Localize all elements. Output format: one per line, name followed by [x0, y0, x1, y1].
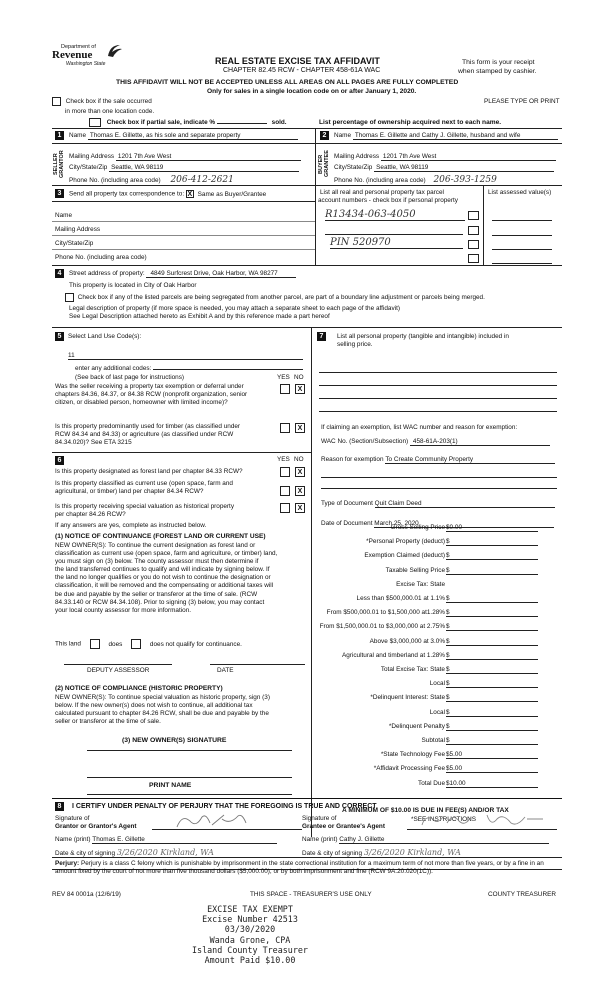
grantor-signature-scribble — [152, 811, 302, 830]
tax-row-value[interactable]: $ — [446, 652, 538, 660]
s5-q2-line1: Is this property predominantly used for timber (as classified under — [55, 423, 241, 430]
tax-row-value — [446, 581, 538, 589]
grantee-name-field[interactable]: Cathy J. Gillette — [339, 836, 549, 844]
stamp-line: Amount Paid $10.00 — [204, 955, 296, 966]
legal-desc-1: Legal description of property (if more space is needed, you may attach a separate sheet to each page of the affidavit) — [69, 305, 400, 312]
tax-row-label: Agricultural and timberland at 1.28% — [341, 651, 445, 659]
this-land-label: This land — [55, 640, 81, 648]
s6-q3-yes-checkbox[interactable] — [280, 503, 290, 513]
tax-row-label: Above $3,000,000 at 3.0% — [369, 637, 445, 645]
s5-q2-no-checkbox[interactable]: X — [295, 423, 305, 433]
buyer-name-label: Name — [334, 132, 352, 139]
county-treasurer: COUNTY TREASURER — [488, 891, 556, 898]
seller-mail-label: Mailing Address — [69, 153, 115, 160]
receipt-note-2: when stamped by cashier. — [458, 68, 537, 75]
perjury-box — [52, 857, 562, 875]
notice1-line: 84.33.140 or RCW 84.34.108). Prior to signing (3) below, you may contact — [55, 598, 265, 606]
s7-intro-2: selling price. — [337, 341, 373, 348]
tax-row-label: *Delinquent Interest: State — [370, 694, 445, 702]
notice2-title: (2) NOTICE OF COMPLIANCE (HISTORIC PROPERTY) — [55, 685, 223, 692]
parcel-2[interactable]: PIN 520970 — [330, 237, 463, 249]
notice1-line: the land transferred continues to qualify and will indicate by signing below. If — [55, 566, 270, 574]
street-label: Street address of property: — [69, 270, 145, 277]
notice1-title: (1) NOTICE OF CONTINUANCE (FOREST LAND OR CURRENT USE) — [55, 533, 266, 540]
tax-row — [311, 694, 562, 704]
land-use-field[interactable]: 11 — [68, 352, 303, 360]
print-note: PLEASE TYPE OR PRINT — [484, 98, 560, 105]
does-checkbox[interactable] — [90, 639, 100, 649]
s5-q1-line3: citizen, or disabled person, homeowner with limited income)? — [55, 399, 228, 406]
tax-row-label: Taxable Selling Price — [385, 566, 445, 574]
section3-send-label: Send all property tax correspondence to: — [69, 190, 185, 198]
section5-num: 5 — [55, 332, 64, 341]
segregated-checkbox[interactable] — [65, 293, 74, 302]
s5-q2-yes-checkbox[interactable] — [280, 423, 290, 433]
buyer-mail-field[interactable]: 1201 7th Ave West — [381, 153, 556, 161]
partial-sale-label: Check box if partial sale, indicate % — [106, 119, 216, 126]
tax-row — [311, 524, 562, 534]
segregated-text: Check box if any of the listed parcels are being segregated from another parcel, are part of a boundary line adjustment or parcels being merged. — [77, 294, 485, 302]
additional-codes-label: enter any additional codes: — [75, 365, 152, 372]
notice2-line: NEW OWNER(S): To continue special valuation as historic property, sign (3) — [55, 694, 270, 701]
if-yes-text: If any answers are yes, complete as instructed below. — [55, 522, 207, 529]
treasurer-stamp — [170, 904, 330, 965]
stamp-line: 03/30/2020 — [224, 924, 276, 935]
section8 — [52, 798, 562, 875]
parcel-header-2: account numbers - check box if personal property — [318, 197, 458, 204]
notice1-body — [55, 542, 277, 615]
reason-label: Reason for exemption — [321, 456, 384, 463]
s5-q1-no-checkbox[interactable]: X — [295, 384, 305, 394]
dor-logo — [52, 43, 132, 71]
receipt-note-1: This form is your receipt — [462, 59, 535, 66]
parcel-1-checkbox[interactable] — [468, 211, 479, 220]
s5-no-label: NO — [294, 374, 304, 381]
tax-row-value[interactable]: $ — [446, 723, 538, 731]
grantor-date-label: Date & city of signing — [55, 850, 116, 857]
tax-row-label: Total Due — [418, 779, 445, 787]
seller-name-label: Name — [69, 132, 87, 139]
notice2-line: below. If the new owner(s) does not wish to continue, all additional tax — [55, 702, 253, 710]
same-as-buyer-checkbox[interactable]: X — [187, 191, 193, 198]
reason-field[interactable]: To Create Community Property — [385, 456, 555, 464]
tax-row-value[interactable]: $0.00 — [446, 524, 538, 532]
notice1-line: your local county assessor for more information. — [55, 606, 192, 614]
tax-row-value[interactable]: $ — [446, 680, 538, 688]
s5-q2-line2: RCW 84.34 and 84.33) or agriculture (as classified under RCW — [55, 431, 234, 438]
s5-q1-line2: chapters 84.36, 84.37, or 84.38 RCW (nonprofit organization, senior — [55, 391, 248, 398]
tax-row — [311, 723, 562, 733]
section8-num: 8 — [55, 802, 64, 811]
tax-row-value[interactable]: $ — [446, 694, 538, 702]
s6-q2-no-checkbox[interactable]: X — [295, 486, 305, 496]
s6-q3-line1: Is this property receiving special valuation as historical property — [55, 503, 235, 510]
seller-mail-field[interactable]: 1201 7th Ave West — [116, 153, 301, 161]
legal-desc-2: See Legal Description attached hereto as Exhibit A and by this reference made a part hereof — [69, 313, 330, 320]
buyer-phone-field[interactable]: 206-393-1259 — [427, 175, 557, 186]
tax-row-value[interactable]: $ — [446, 538, 538, 546]
see-back-text: (See back of last page for instructions) — [75, 374, 185, 381]
partial-sale-row — [89, 117, 287, 127]
s6-q3-line2: per chapter 84.26 RCW? — [55, 511, 126, 518]
seller-num: 1 — [55, 131, 64, 140]
section4 — [52, 265, 562, 327]
s6-q1-yes-checkbox[interactable] — [280, 467, 290, 477]
s6-yes-label: YES — [277, 456, 290, 463]
assessed-header: List assessed value(s) — [488, 189, 552, 196]
buyer-city-field[interactable]: Seattle, WA 98119 — [374, 164, 554, 172]
tax-row-value[interactable]: $ — [446, 638, 538, 646]
s5-q1-line1: Was the seller receiving a property tax exemption or deferral under — [55, 383, 244, 390]
multi-location-checkbox[interactable] — [52, 97, 61, 106]
deputy-label: DEPUTY ASSESSOR — [87, 667, 150, 674]
doc-type-label: Type of Document — [321, 500, 373, 507]
does-label: does — [108, 640, 123, 648]
tax-row — [311, 652, 562, 662]
tax-row — [311, 666, 562, 676]
s7-intro-1: List all personal property (tangible and intangible) included in — [337, 333, 509, 340]
located-text: This property is located in City of Oak Harbor — [69, 282, 197, 289]
tax-row — [311, 595, 562, 605]
logo-sub: Washington State — [66, 61, 106, 67]
buyer-name-field[interactable]: Thomas E. Gillette and Cathy J. Gillette, husband and wife — [353, 132, 558, 140]
grantee-date-field[interactable]: 3/26/2020 Kirkland, WA — [364, 848, 549, 858]
grantor-name-field[interactable]: Thomas E. Gillette — [92, 836, 277, 844]
tax-row-value[interactable]: $ — [446, 709, 538, 717]
only-for-text: Only for sales in a single location code on or after January 1, 2020. — [207, 88, 417, 95]
partial-sale-pct-field[interactable] — [217, 117, 267, 124]
warning-text: THIS AFFIDAVIT WILL NOT BE ACCEPTED UNLESS ALL AREAS ON ALL PAGES ARE FULLY COMPLETED — [116, 79, 459, 86]
perjury-label: Perjury: — [55, 860, 80, 867]
minimum-due-text: A MINIMUM OF $10.00 IS DUE IN FEE(S) AND/OR TAX — [342, 807, 509, 814]
form-number: REV 84 0001a (12/6/19) — [52, 891, 121, 898]
s3-phone-label: Phone No. (including area code) — [55, 254, 147, 261]
tax-row — [311, 709, 562, 719]
perjury-text: Perjury is a class C felony which is punishable by imprisonment in the state correctional institution for a maximum term of not more than five years, or by a fine in an amount fixed by the court of not more than five thousand dollars ($5,000.00), or by both imprisonment and fine (RCW 9A.20.020(1C)). — [55, 860, 544, 875]
seller-section — [52, 128, 315, 185]
does-not-label: does not qualify for continuance. — [149, 640, 242, 648]
partial-sale-checkbox[interactable] — [89, 118, 101, 127]
tax-row-label: *Affidavit Processing Fee — [373, 765, 445, 773]
parcel-2-checkbox[interactable] — [468, 240, 479, 249]
section4-num: 4 — [55, 269, 64, 278]
tax-row — [311, 638, 562, 648]
multi-location-label-1: Check box if the sale occurred — [65, 98, 152, 106]
multi-location-label-2: in more than one location code. — [65, 108, 155, 115]
tax-row-value[interactable]: $5.00 — [446, 765, 538, 773]
tax-row-value[interactable]: $ — [446, 595, 538, 603]
tax-row — [311, 765, 562, 775]
tax-row — [311, 751, 562, 761]
grantee-sig-label-2: Grantee or Grantee's Agent — [302, 823, 385, 830]
tax-row-label: Less than $500,000.01 at 1.1% — [356, 595, 445, 602]
tax-row-value[interactable]: $ — [446, 567, 538, 575]
seller-side-label: SELLER GRANTOR — [53, 150, 65, 178]
tax-row — [311, 780, 562, 790]
stamp-line: Wanda Grone, CPA — [209, 934, 291, 945]
stamp-line: EXCISE TAX EXEMPT — [207, 904, 293, 914]
land-use-label: Select Land Use Code(s): — [68, 333, 142, 340]
grantor-sig-label-1: Signature of — [55, 815, 90, 822]
tax-row — [311, 680, 562, 690]
wac-field[interactable]: 458-61A-203(1) — [410, 438, 550, 446]
tax-row-label: *Delinquent Penalty — [388, 722, 445, 730]
form-subtitle: CHAPTER 82.45 RCW - CHAPTER 458-61A WAC — [223, 67, 381, 74]
seller-phone-field[interactable]: 206-412-2621 — [162, 175, 302, 186]
s3-city-label: City/State/Zip — [55, 240, 94, 247]
tax-row — [311, 581, 562, 591]
notice1-line: the land no longer qualifies or you do not wish to continue the designation or — [55, 574, 271, 582]
s5-q2-line3: 84.34.020)? See ETA 3215 — [55, 439, 132, 446]
notice1-line: classification as current use (open space, farm and agriculture, or timber) land, — [55, 550, 278, 558]
s5-q1-yes-checkbox[interactable] — [280, 384, 290, 394]
does-not-checkbox[interactable] — [131, 639, 141, 649]
form-title: REAL ESTATE EXCISE TAX AFFIDAVIT — [215, 56, 380, 66]
doc-type-field[interactable]: Quit Claim Deed — [375, 500, 555, 508]
tax-row — [311, 737, 562, 747]
new-owner-sig-label: (3) NEW OWNER(S) SIGNATURE — [122, 737, 227, 744]
stamp-line: Excise Number 42513 — [202, 914, 298, 925]
s6-q2-line2: agricultural, or timber) land per chapter 84.34 RCW? — [55, 488, 204, 495]
doc-date-field[interactable]: March 25, 2020 — [374, 520, 554, 528]
notice2-line: calculated pursuant to chapter 84.26 RCW, shall be due and payable by the — [55, 710, 269, 718]
grantor-sig-label-2: Grantor or Grantor's Agent — [55, 823, 137, 830]
see-instructions: *SEE INSTRUCTIONS — [411, 816, 476, 823]
seller-phone-label: Phone No. (including area code) — [69, 177, 161, 184]
s6-q2-line1: Is this property classified as current use (open space, farm and — [55, 480, 233, 487]
notice2-body — [55, 694, 270, 726]
buyer-city-label: City/State/Zip — [334, 164, 373, 171]
tax-row-label: *Personal Property (deduct) — [366, 538, 445, 546]
s3-name-label: Name — [55, 212, 73, 219]
grantee-date-label: Date & city of signing — [302, 850, 363, 857]
tax-row-value[interactable]: $ — [446, 666, 538, 674]
notice1-line: classification, it will be removed and the compensating or additional taxes will — [55, 582, 274, 590]
treasurer-use-only: THIS SPACE - TREASURER'S USE ONLY — [250, 891, 372, 898]
section5 — [52, 327, 311, 452]
tax-row-label: Subtotal — [421, 737, 445, 744]
seller-name-field[interactable]: Thomas E. Gillette, as his sole and separate property — [88, 132, 298, 140]
seller-city-field[interactable]: Seattle, WA 98119 — [109, 164, 299, 172]
tax-row — [311, 609, 562, 619]
buyer-mail-label: Mailing Address — [334, 153, 380, 160]
seller-city-label: City/State/Zip — [69, 164, 108, 171]
tax-row — [311, 552, 562, 562]
grantee-signature-scribble — [407, 811, 557, 830]
additional-codes-field[interactable] — [153, 364, 303, 370]
tax-row-value[interactable]: $ — [446, 552, 538, 560]
tax-row-label: Total Excise Tax: State — [380, 666, 445, 673]
tax-row-label: Local — [429, 680, 445, 688]
stamp-line: Island County Treasurer — [192, 944, 308, 955]
tax-row — [311, 623, 562, 633]
tax-row — [311, 538, 562, 548]
multi-location-row — [52, 97, 152, 106]
tax-row-label: Local — [429, 708, 445, 716]
doc-date-label: Date of Document — [321, 520, 373, 527]
street-field[interactable]: 4849 Surfcrest Drive, Oak Harbor, WA 98277 — [146, 270, 296, 278]
print-name-label: PRINT NAME — [149, 782, 192, 789]
parcel-blank-checkbox[interactable] — [468, 226, 479, 235]
buyer-phone-label: Phone No. (including area code) — [334, 177, 426, 184]
notice1-line: be due and payable by the seller or transferor at the time of sale. (RCW — [55, 590, 258, 598]
certify-text: I CERTIFY UNDER PENALTY OF PERJURY THAT THE FOREGOING IS TRUE AND CORRECT — [72, 803, 377, 810]
grantor-date-field[interactable]: 3/26/2020 Kirkland, WA — [117, 848, 277, 858]
grantee-signature[interactable] — [407, 811, 557, 830]
grantor-signature[interactable] — [152, 811, 302, 830]
tax-row-label: From $1,500,000.01 to $3,000,000 at 2.75% — [319, 623, 445, 631]
s5-yes-label: YES — [277, 374, 290, 381]
claiming-text: If claiming an exemption, list WAC number and reason for exemption: — [321, 424, 518, 431]
tax-row-label: *State Technology Fee — [380, 751, 445, 759]
sold-label: sold. — [271, 119, 287, 126]
tax-row-value[interactable]: $10.00 — [446, 780, 538, 788]
tax-row-label: Excise Tax: State — [396, 580, 445, 588]
tax-row-label: From $500,000.01 to $1,500,000 at1.28% — [326, 609, 445, 617]
parcel-blank2-checkbox[interactable] — [468, 254, 479, 263]
s6-q1-no-checkbox[interactable]: X — [295, 467, 305, 477]
tax-row-value[interactable]: $5.00 — [446, 751, 538, 759]
s6-q1: Is this property designated as forest land per chapter 84.33 RCW? — [55, 468, 243, 475]
parcel-1[interactable]: R13434-063-4050 — [325, 209, 465, 221]
s3-mail-label: Mailing Address — [55, 226, 101, 233]
buyer-num: 2 — [320, 131, 329, 140]
s6-q3-no-checkbox[interactable]: X — [295, 503, 305, 513]
buyer-section — [315, 128, 562, 185]
notice1-line: NEW OWNER(S): To continue the current designation as forest land or — [55, 542, 256, 549]
section6-num: 6 — [55, 456, 64, 465]
grantor-name-label: Name (print) — [55, 836, 91, 843]
tax-row — [311, 567, 562, 577]
logo-top: Department of — [61, 44, 96, 50]
tax-row-value[interactable]: $ — [446, 609, 538, 617]
tax-row-value[interactable]: $ — [446, 623, 538, 631]
s6-no-label: NO — [294, 456, 304, 463]
parcel-header-1: List all real and personal property tax parcel — [320, 189, 444, 196]
buyer-side-label: BUYER GRANTEE — [318, 150, 330, 178]
section7-num: 7 — [317, 332, 326, 341]
section6 — [52, 452, 311, 837]
grantee-sig-label-1: Signature of — [302, 815, 337, 822]
tax-row-value[interactable]: $ — [446, 737, 538, 745]
notice1-line: you must sign on (3) below. The county assessor must then determine if — [55, 558, 259, 566]
date-label: DATE — [217, 667, 234, 674]
section3 — [52, 185, 562, 265]
notice2-line: seller or transferor at the time of sale. — [55, 718, 161, 726]
grantee-name-label: Name (print) — [302, 836, 338, 843]
tax-row-label: Exemption Claimed (deduct) — [364, 552, 445, 560]
wac-label: WAC No. (Section/Subsection) — [321, 438, 409, 445]
logo-swoosh-icon — [106, 43, 124, 59]
same-as-buyer-label: Same as Buyer/Grantee — [197, 190, 267, 198]
tax-row-label: Gross Selling Price — [390, 524, 445, 531]
s6-q2-yes-checkbox[interactable] — [280, 486, 290, 496]
ownership-pct-note: List percentage of ownership acquired next to each name. — [319, 119, 502, 126]
section3-num: 3 — [55, 189, 64, 198]
logo-main: Revenue — [52, 49, 93, 61]
